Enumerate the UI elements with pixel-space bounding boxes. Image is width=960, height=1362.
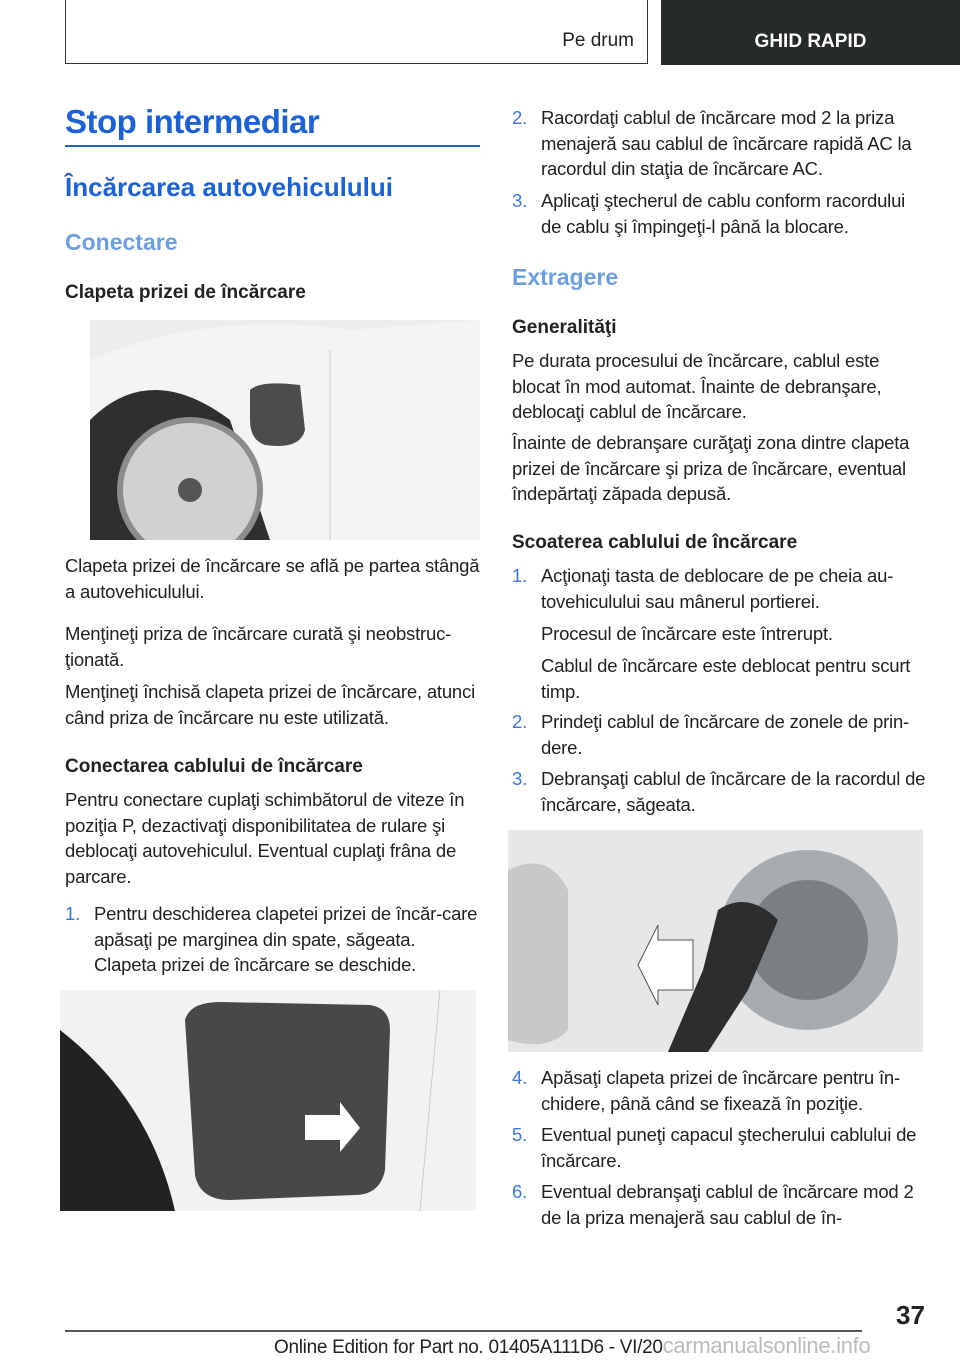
- flap-open-image: [60, 990, 476, 1211]
- step-number: 6.: [512, 1181, 528, 1202]
- step-text: Acţionaţi tasta de deblocare de pe cheia au‐tovehiculului sau mânerul portierei.: [541, 565, 894, 612]
- step-text: Prindeţi cablul de încărcare de zonele de prin‐dere.: [541, 711, 910, 758]
- unplug-cable-image: [508, 830, 923, 1052]
- step-number: 3.: [512, 768, 528, 789]
- list-item: [512, 1122, 930, 1173]
- paragraph: Clapeta prizei de încărcare se află pe partea stângă a autovehiculului.: [65, 555, 480, 602]
- step-number: 4.: [512, 1067, 528, 1088]
- heading-charging-flap: Clapeta prizei de încărcare: [65, 282, 306, 303]
- step-text: Aplicaţi ştecherul de cablu conform racordului de cablu şi împingeţi-l până la blocare.: [541, 190, 906, 237]
- step-text: Debranşaţi cablul de încărcare de la racordul de încărcare, săgeata.: [541, 768, 926, 815]
- paragraph: Pentru conectare cuplaţi schimbătorul de viteze în poziţia P, dezactivaţi disponibilitatea de rulare şi deblocaţi autovehiculul. Eventual cuplaţi frâna de parcare.: [65, 789, 465, 887]
- step-number: 1.: [65, 903, 81, 924]
- quick-guide-tab[interactable]: GHID RAPID: [661, 0, 960, 65]
- step-text: Eventual puneţi capacul ştecherului cablului de încărcare.: [541, 1124, 917, 1171]
- header-box: [65, 0, 648, 64]
- paragraph: Menţineţi închisă clapeta prizei de încărcare, atunci când priza de încărcare nu este utilizată.: [65, 681, 475, 728]
- list-item: [512, 766, 930, 817]
- step-number: 1.: [512, 565, 528, 586]
- step-text: Apăsaţi clapeta prizei de încărcare pentru în‐chidere, până când se fixează în poziţie.: [541, 1067, 900, 1114]
- heading-general: Generalităţi: [512, 317, 617, 338]
- step-note: Procesul de încărcare este întrerupt.: [541, 623, 833, 644]
- section-label: Pe drum: [562, 30, 634, 51]
- watermark: carmanualsonline.info: [662, 1333, 871, 1358]
- subsection-heading: Conectare: [65, 229, 178, 255]
- page-number: 37: [896, 1300, 925, 1330]
- paragraph: Pe durata procesului de încărcare, cablul este blocat în mod automat. Înainte de debranşare, deblocaţi cablul de încărcare.: [512, 350, 882, 422]
- heading-remove-cable: Scoaterea cablului de încărcare: [512, 532, 798, 553]
- footer-edition: [274, 1333, 870, 1359]
- edition-text: Online Edition for Part no. 01405A111D6 - VI/20: [274, 1337, 663, 1358]
- paragraph: Menţineţi priza de încărcare curată şi neobstruc‐ţionată.: [65, 623, 452, 670]
- page-title: Stop intermediar: [65, 103, 320, 140]
- list-item: [512, 188, 930, 239]
- list-item: [65, 901, 480, 978]
- list-item: [512, 709, 930, 760]
- step-text: Eventual debranşaţi cablul de încărcare mod 2 de la priza menajeră sau cablul de în‐: [541, 1181, 914, 1228]
- step-text: Pentru deschiderea clapetei prizei de încăr‐care apăsaţi pe marginea din spate, săgeata. Clapeta prizei de încărcare se deschide.: [94, 903, 478, 975]
- list-item: [512, 1179, 930, 1230]
- step-number: 2.: [512, 711, 528, 732]
- step-number: 3.: [512, 190, 528, 211]
- charging-flap-image: [90, 320, 480, 540]
- list-item: [512, 105, 930, 182]
- list-item: [512, 1065, 930, 1116]
- title-underline: [65, 145, 480, 147]
- paragraph: Înainte de debranşare curăţaţi zona dintre clapeta prizei de încărcare şi priza de încărcare, eventual îndepărtaţi zăpada depusă.: [512, 432, 910, 504]
- section-heading: Încărcarea autovehiculului: [65, 172, 394, 202]
- heading-connect-cable: Conectarea cablului de încărcare: [65, 756, 363, 777]
- step-number: 2.: [512, 107, 528, 128]
- step-number: 5.: [512, 1124, 528, 1145]
- subsection-heading: Extragere: [512, 264, 619, 290]
- footer-divider: [65, 1330, 862, 1332]
- list-item: [512, 563, 930, 614]
- step-note: Cablul de încărcare este deblocat pentru scurt timp.: [541, 655, 911, 702]
- step-text: Racordaţi cablul de încărcare mod 2 la priza menajeră sau cablul de încărcare rapidă AC la racordul din staţia de încărcare AC.: [541, 107, 912, 179]
